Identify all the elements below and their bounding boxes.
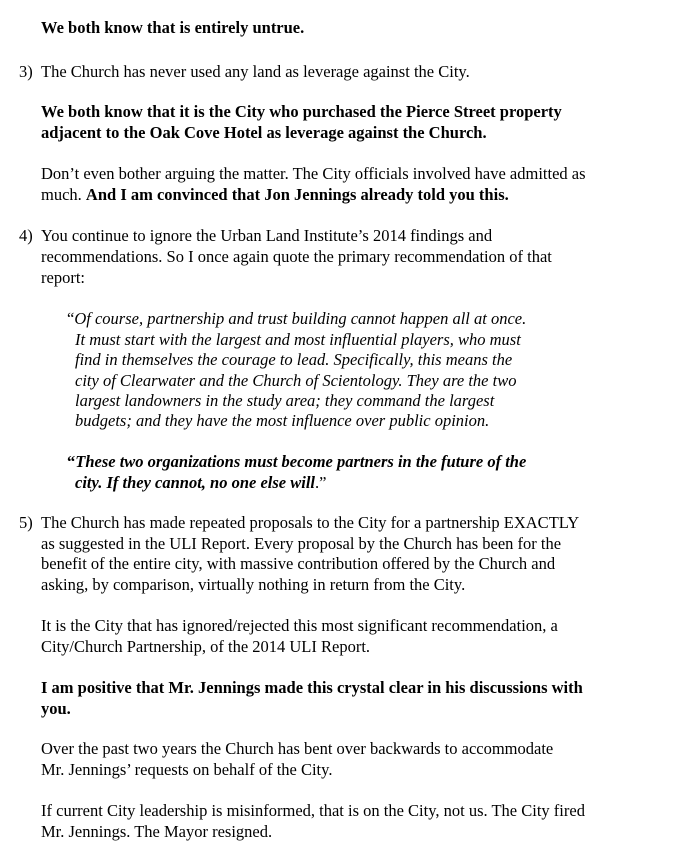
- item-5-bold-line-2: you.: [41, 699, 71, 718]
- item-3-para-bold: And I am convinced that Jon Jennings already told you this.: [85, 185, 509, 204]
- item-3-para-line-2: [41, 184, 509, 205]
- item-5-line-2: as suggested in the ULI Report. Every proposal by the Church has been for the: [41, 534, 562, 553]
- item-3-para-line-1: Don’t even bother arguing the matter. The City officials involved have admitted as: [41, 164, 586, 183]
- quote-2-line-1-text: These two organizations must become partners in the future of the: [75, 452, 527, 471]
- item-5-line-4: asking, by comparison, virtually nothing in return from the City.: [41, 575, 466, 594]
- item-5-para2-line-1: It is the City that has ignored/rejected this most significant recommendation, a: [41, 616, 558, 635]
- quote-1-line-4: city of Clearwater and the Church of Scientology. They are the two: [75, 371, 517, 390]
- item-5-line-1: The Church has made repeated proposals to the City for a partnership EXACTLY: [41, 513, 580, 532]
- item-5-para4-line-1: Over the past two years the Church has bent over backwards to accommodate: [41, 739, 554, 758]
- quote-1-line-3: find in themselves the courage to lead. Specifically, this means the: [75, 350, 513, 369]
- item-4-line-3: report:: [41, 268, 85, 287]
- item-3-bold-line-2: adjacent to the Oak Cove Hotel as leverage against the Church.: [41, 123, 487, 142]
- quote-1-line-5: largest landowners in the study area; they command the largest: [75, 391, 495, 410]
- quote-2-open-mark: “: [67, 452, 76, 471]
- quote-2-line-2: [75, 472, 326, 493]
- item-3-text: The Church has never used any land as leverage against the City.: [41, 62, 470, 81]
- item-3-number: 3): [19, 62, 33, 81]
- intro-bold-line: We both know that is entirely untrue.: [41, 18, 305, 37]
- item-5-para2-line-2: City/Church Partnership, of the 2014 ULI Report.: [41, 637, 371, 656]
- quote-1-line-2: It must start with the largest and most influential players, who must: [75, 330, 521, 349]
- item-5-para5-line-1: If current City leadership is misinformed, that is on the City, not us. The City fired: [41, 801, 585, 820]
- quote-1-line-6: budgets; and they have the most influence over public opinion.: [75, 411, 490, 430]
- quote-1-open-mark: “: [67, 309, 75, 328]
- item-5-line-3: benefit of the entire city, with massive contribution offered by the Church and: [41, 554, 556, 573]
- item-4-line-2: recommendations. So I once again quote the primary recommendation of that: [41, 247, 552, 266]
- item-5-bold-line-1: I am positive that Mr. Jennings made this crystal clear in his discussions with: [41, 678, 583, 697]
- item-3-para-plain: much.: [41, 185, 86, 204]
- item-3-bold-line-1: We both know that it is the City who purchased the Pierce Street property: [41, 102, 562, 121]
- quote-2-close-mark: .”: [315, 473, 327, 492]
- quote-2-line-2-text: city. If they cannot, no one else will: [75, 473, 315, 492]
- quote-1-line-1-text: Of course, partnership and trust building cannot happen all at once.: [74, 309, 527, 328]
- quote-1-line-1: [67, 308, 526, 329]
- quote-2-line-1: [67, 451, 526, 472]
- item-4-number: 4): [19, 226, 33, 245]
- item-5-para5-line-2: Mr. Jennings. The Mayor resigned.: [41, 822, 273, 841]
- item-5-number: 5): [19, 513, 33, 532]
- item-4-line-1: You continue to ignore the Urban Land Institute’s 2014 findings and: [41, 226, 493, 245]
- item-5-para4-line-2: Mr. Jennings’ requests on behalf of the City.: [41, 760, 333, 779]
